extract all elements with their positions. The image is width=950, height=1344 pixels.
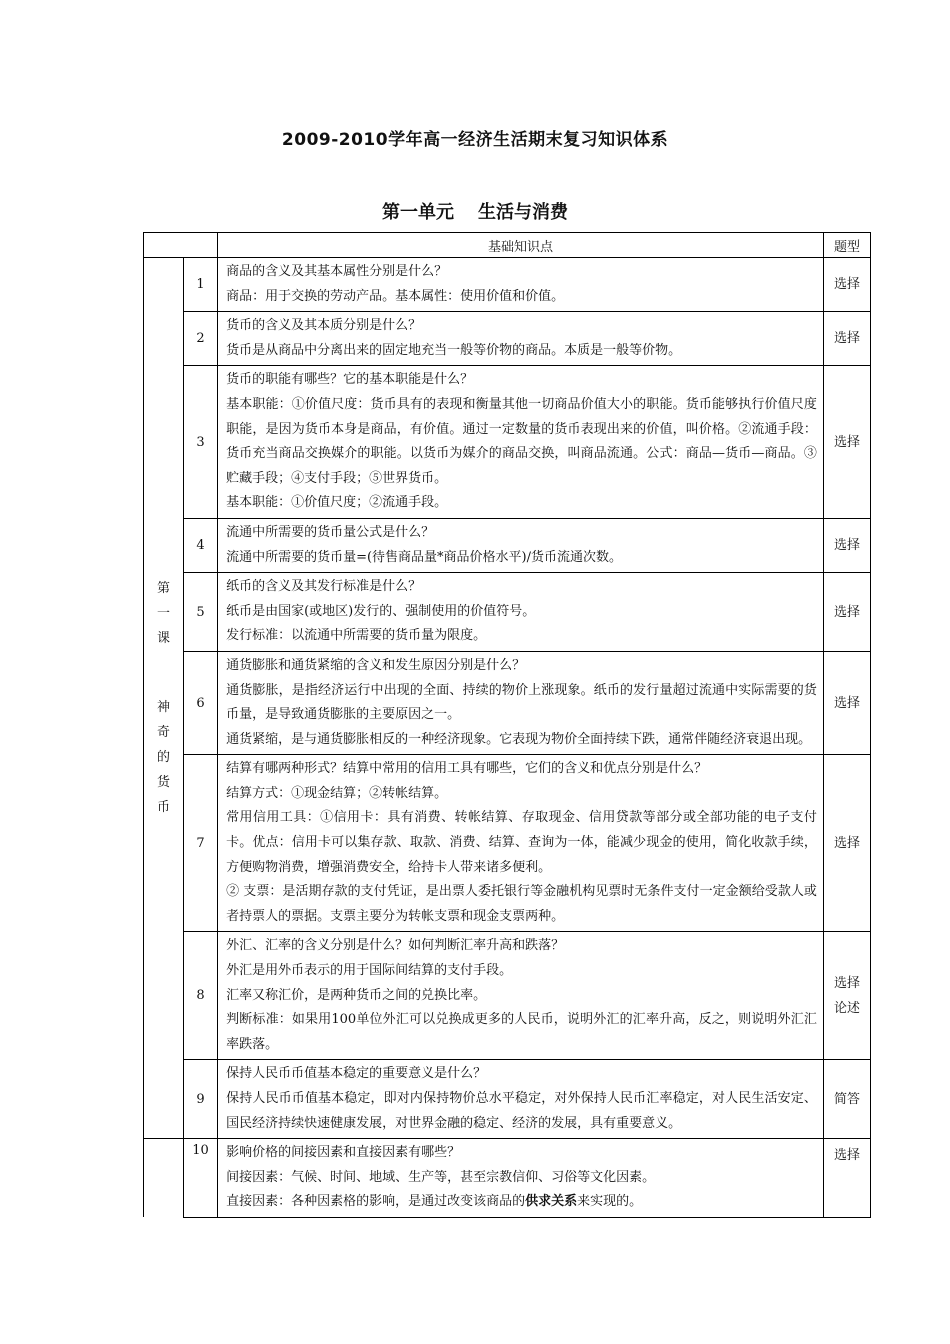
- row-content: [218, 518, 824, 572]
- lesson-label-cell: [144, 258, 184, 1139]
- question-text: 影响价格的间接因素和直接因素有哪些？: [226, 1145, 461, 1161]
- question-type-cell: [823, 932, 870, 1060]
- answer-text: 外汇是用外币表示的用于国际间结算的支付手段。: [226, 963, 513, 979]
- header-content-cell: 基础知识点: [218, 233, 824, 258]
- lesson-char: 币: [157, 800, 171, 816]
- question-type: 选择: [823, 651, 870, 754]
- table-row: [144, 312, 871, 366]
- lesson-char: 课: [157, 631, 171, 647]
- unit-title-name: 生活与消费: [478, 202, 568, 223]
- table-row: [144, 1060, 871, 1139]
- row-number: 3: [184, 366, 218, 519]
- question-text: 结算有哪两种形式？结算中常用的信用工具有哪些，它们的含义和优点分别是什么？: [226, 761, 708, 777]
- table-row: [144, 258, 871, 312]
- answer-text: 基本职能：①价值尺度；②流通手段。: [226, 495, 448, 511]
- row-content: [218, 755, 824, 932]
- answer-text: 商品：用于交换的劳动产品。基本属性：使用价值和价值。: [226, 288, 565, 304]
- row-content: [218, 366, 824, 519]
- row-content: [218, 573, 824, 652]
- answer-text: 纸币是由国家(或地区)发行的、强制使用的价值符号。: [226, 603, 536, 619]
- answer-text: 结算方式：①现金结算；②转帐结算。: [226, 785, 448, 801]
- row-number: 4: [184, 518, 218, 572]
- row-number: 10: [184, 1139, 218, 1218]
- document-title: 2009-2010学年高一经济生活期末复习知识体系: [281, 130, 669, 150]
- row-number: 6: [184, 651, 218, 754]
- answer-text: 发行标准：以流通中所需要的货币量为限度。: [226, 628, 487, 644]
- table-row: [144, 932, 871, 1060]
- lesson-char: 神: [157, 700, 171, 716]
- question-type: 选择: [823, 366, 870, 519]
- question-type: 简答: [823, 1060, 870, 1139]
- table-row: [144, 518, 871, 572]
- row-number: 5: [184, 573, 218, 652]
- table-row: [144, 1139, 871, 1218]
- row-content: [218, 258, 824, 312]
- answer-text: ② 支票：是活期存款的支付凭证，是出票人委托银行等金融机构见票时无条件支付一定金额给受款人或者持票人的票据。支票主要分为转帐支票和现金支票两种。: [226, 884, 817, 924]
- table-row: [144, 366, 871, 519]
- unit-title-number: 第一单元: [382, 202, 454, 223]
- row-number: 2: [184, 312, 218, 366]
- question-type: 选择: [823, 518, 870, 572]
- answer-text-suffix: 来实现的。: [577, 1194, 643, 1210]
- lesson-char: 第: [157, 581, 171, 597]
- question-type: 选择: [833, 975, 860, 991]
- row-content: [218, 651, 824, 754]
- answer-text: 常用信用工具：①信用卡：具有消费、转帐结算、存取现金、信用贷款等部分或全部功能的电子支付卡。优点：信用卡可以集存款、取款、消费、结算、查询为一体，能减少现金的使用，简化收款手续，方便购物消费，增强消费安全，给持卡人带来诸多便利。: [226, 810, 817, 875]
- question-text: 商品的含义及其基本属性分别是什么？: [226, 264, 448, 279]
- lesson-char: 货: [157, 775, 171, 791]
- row-content: [218, 1060, 824, 1139]
- question-type: 选择: [823, 1139, 870, 1218]
- table-row: [144, 755, 871, 932]
- row-number: 8: [184, 932, 218, 1060]
- knowledge-table: [143, 232, 871, 1218]
- lesson-char: 奇: [157, 725, 171, 741]
- answer-text: 基本职能：①价值尺度：货币具有的表现和衡量其他一切商品价值大小的职能。货币能够执行价值尺度职能，是因为货币本身是商品，有价值。通过一定数量的货币表现出来的价值，叫价格。②流通手段：货币充当商品交换媒介的职能。以货币为媒介的商品交换，叫商品流通。公式：商品—货币—商品。③贮藏手段；④支付手段；⑤世界货币。: [226, 396, 817, 486]
- question-type: 选择: [823, 573, 870, 652]
- lesson-label-cell: [144, 1139, 184, 1218]
- answer-text: 保持人民币币值基本稳定，即对内保持物价总水平稳定，对外保持人民币汇率稳定，对人民生活安定、国民经济持续快速健康发展，对世界金融的稳定、经济的发展，具有重要意义。: [226, 1091, 817, 1131]
- highlight-term: 供求关系: [525, 1194, 578, 1210]
- answer-text: 通货紧缩，是与通货膨胀相反的一种经济现象。它表现为物价全面持续下跌，通常伴随经济衰退出现。: [226, 731, 812, 747]
- answer-text: 通货膨胀，是指经济运行中出现的全面、持续的物价上涨现象。纸币的发行量超过流通中实际需要的货币量，是导致通货膨胀的主要原因之一。: [226, 682, 817, 723]
- answer-text: 流通中所需要的货币量=(待售商品量*商品价格水平)/货币流通次数。: [226, 549, 622, 565]
- question-text: 外汇、汇率的含义分别是什么？如何判断汇率升高和跌落？: [226, 938, 565, 954]
- question-type: 选择: [823, 755, 870, 932]
- row-number: 1: [184, 258, 218, 312]
- question-type: 选择: [823, 312, 870, 366]
- question-type: 论述: [833, 1000, 860, 1016]
- table-header-row: [144, 233, 871, 258]
- header-type-cell: 题型: [823, 233, 870, 258]
- question-text: 货币的含义及其本质分别是什么？: [226, 318, 422, 334]
- row-content: [218, 932, 824, 1060]
- answer-text: 判断标准：如果用100单位外汇可以兑换成更多的人民币，说明外汇的汇率升高，反之，则说明外汇汇率跌落。: [226, 1012, 817, 1052]
- lesson-number-label: [144, 576, 183, 651]
- question-type: 选择: [823, 258, 870, 312]
- lesson-title-label: [144, 695, 183, 820]
- row-number: 9: [184, 1060, 218, 1139]
- answer-text: 货币是从商品中分离出来的固定地充当一般等价物的商品。本质是一般等价物。: [226, 342, 682, 358]
- lesson-char: 的: [157, 750, 171, 766]
- table-row: [144, 651, 871, 754]
- question-text: 货币的职能有哪些？它的基本职能是什么？: [226, 372, 474, 388]
- lesson-char: 一: [157, 606, 171, 622]
- question-text: 纸币的含义及其发行标准是什么？: [226, 579, 422, 595]
- answer-text: 汇率又称汇价，是两种货币之间的兑换比率。: [226, 987, 487, 1003]
- unit-title: [0, 198, 950, 224]
- row-number: 7: [184, 755, 218, 932]
- row-content: [218, 1139, 824, 1218]
- question-text: 保持人民币币值基本稳定的重要意义是什么？: [226, 1066, 487, 1082]
- row-content: [218, 312, 824, 366]
- question-text: 流通中所需要的货币量公式是什么？: [226, 524, 435, 540]
- table-row: [144, 573, 871, 652]
- answer-text: 间接因素：气候、时间、地域、生产等，甚至宗教信仰、习俗等文化因素。: [226, 1169, 656, 1185]
- header-blank-cell: [144, 233, 218, 258]
- question-text: 通货膨胀和通货紧缩的含义和发生原因分别是什么？: [226, 657, 526, 673]
- answer-text: [226, 1190, 817, 1215]
- answer-text-prefix: 直接因素：各种因素格的影响，是通过改变该商品的: [226, 1194, 526, 1210]
